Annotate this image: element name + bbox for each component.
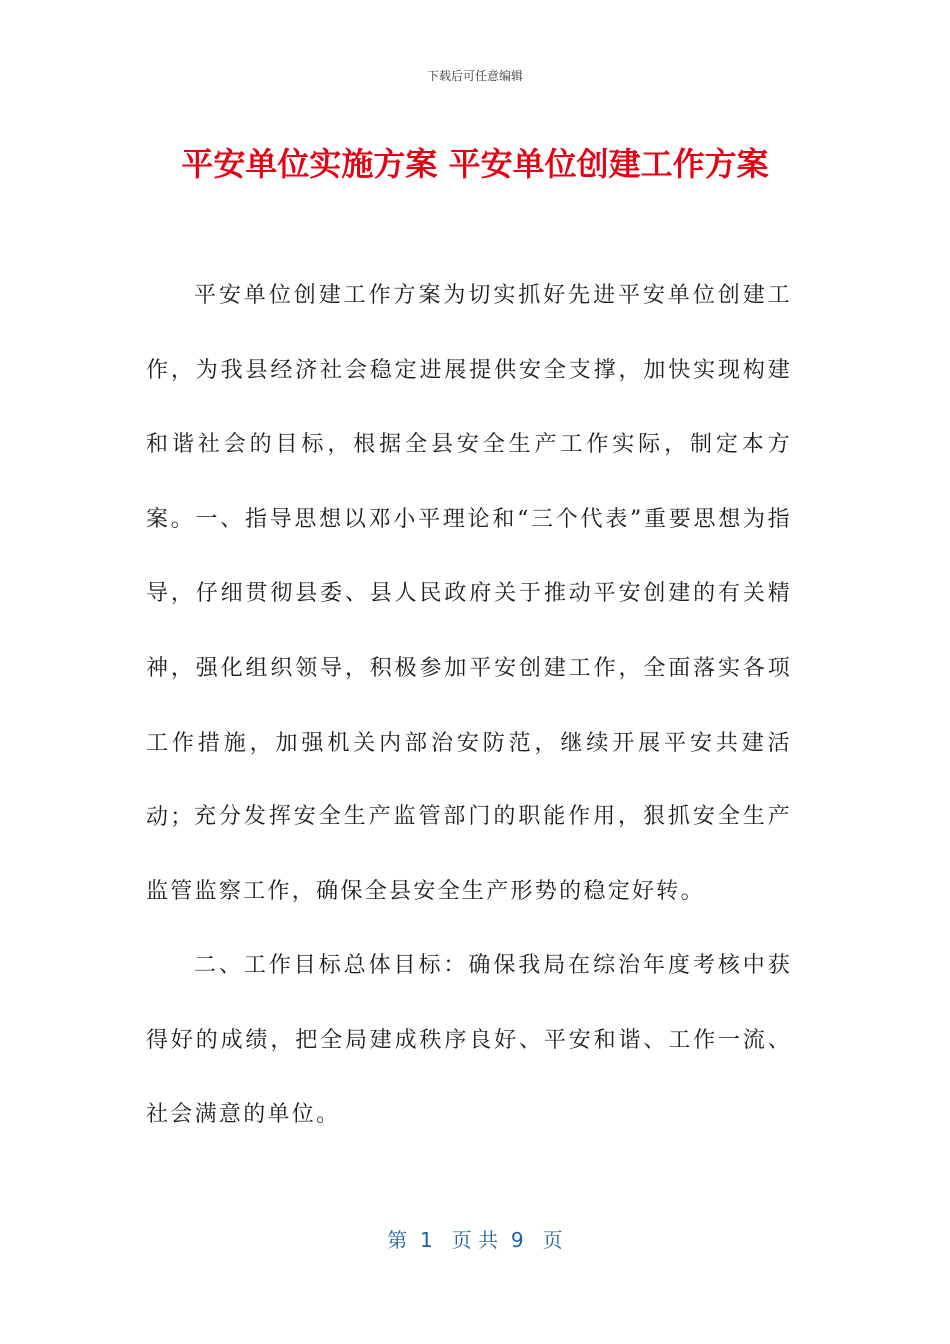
paragraph: 平安单位创建工作方案为切实抓好先进平安单位创建工作，为我县经济社会稳定进展提供安全支撑，加快实现构建和谐社会的目标，根据全县安全生产工作实际，制定本方案。一、指导思想以邓小平理论和“三个代表”重要思想为指导，仔细贯彻县委、县人民政府关于推动平安创建的有关精神，强化组织领导，积极参加平安创建工作，全面落实各项工作措施，加强机关内部治安防范，继续开展平安共建活动；: [146, 283, 792, 831]
paragraph: 二、工作目标总体目标：确保我局在综治年度考核中获得好的成绩，把全局建成秩序良好、平安和谐、工作一流、社会满意的单位。: [146, 953, 792, 1128]
paragraph-block-1: [146, 259, 792, 856]
paragraph-block-3: [146, 929, 792, 1153]
header-note: 下载后可任意编辑: [426, 69, 523, 83]
page-number-footer: 第 1 页 共 9 页: [387, 1228, 563, 1252]
paragraph-block-2: [146, 780, 792, 929]
document-title: 平安单位实施方案 平安单位创建工作方案: [181, 145, 769, 183]
paragraph: 充分发挥安全生产监管部门的职能作用，狠抓安全生产监管监察工作，确保全县安全生产形势的稳定好转。: [146, 804, 792, 904]
